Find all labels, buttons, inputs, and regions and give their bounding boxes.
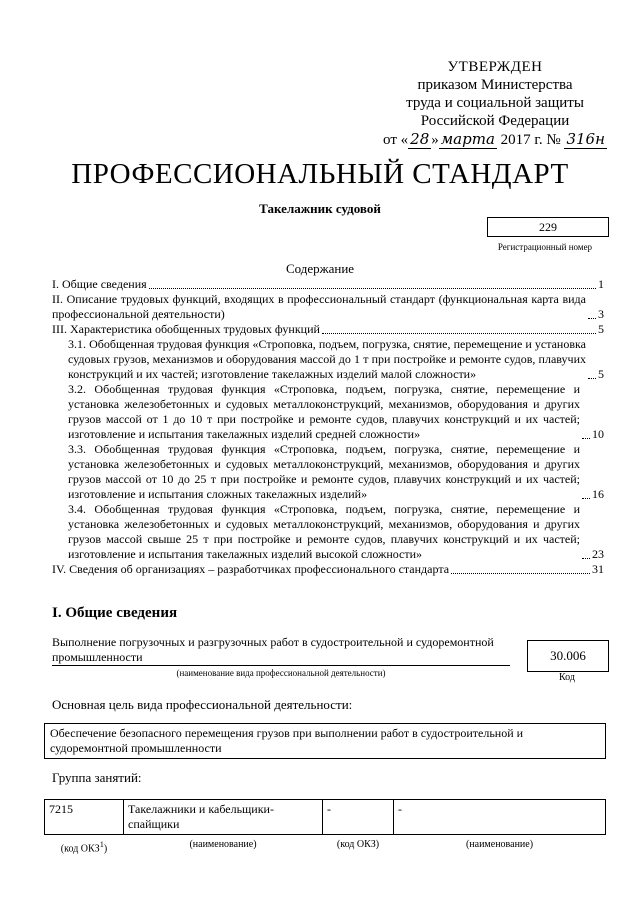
toc-item-text: 3.2. Обобщенная трудовая функция «Строповка, подъем, погрузка, снятие, перемещение и установка железобетонных и судовых металлоконструкций, механизмов, оборудования и других грузов массой от 1 до 10 т при постройке и ремонте судов, плавучих конструкций и их частей; изготовление и испытания такелажных изделий средней сложности» — [68, 382, 580, 441]
toc-item-page: 31 — [592, 562, 604, 576]
toc-item-text: III. Характеристика обобщенных трудовых функций — [52, 322, 320, 336]
toc-item-text: 3.3. Обобщенная трудовая функция «Строповка, подъем, погрузка, снятие, перемещение и установка железобетонных и судовых металлоконструкций, механизмов, оборудования и других грузов массой от 10 до 25 т при постройке и ремонте судов, плавучих конструкций и их частей; изготовление и испытания сложных такелажных изделий» — [68, 442, 580, 501]
okz-code-cell-2: - — [323, 800, 394, 835]
toc-leader — [322, 333, 596, 334]
handwritten-day: 28 — [410, 130, 430, 148]
toc-leader — [588, 318, 596, 319]
table-caption-row — [45, 835, 606, 859]
approval-line-2: труда и социальной защиты — [406, 95, 584, 111]
date-prefix: от « — [383, 132, 409, 148]
toc-item[interactable] — [52, 502, 604, 562]
section-title: I. Общие сведения — [52, 605, 178, 621]
toc-item-text: IV. Сведения об организациях – разработчиках профессионального стандарта — [52, 562, 450, 576]
occupation-name-caption: (наименование) — [189, 839, 257, 850]
toc-item-page: 1 — [598, 277, 604, 291]
activity-name: Выполнение погрузочных и разгрузочных работ в судостроительной и судоремонтной промышленности — [52, 635, 510, 666]
activity-code-box: 30.006 — [527, 640, 609, 672]
handwritten-order-number: 316н — [566, 130, 605, 148]
goal-label: Основная цель вида профессиональной деятельности: — [52, 697, 353, 712]
toc-leader — [588, 378, 596, 379]
toc-leader — [451, 573, 590, 574]
occupation-group-label: Группа занятий: — [52, 770, 142, 785]
okz-code-caption-2: (код ОКЗ) — [336, 839, 380, 850]
toc-item[interactable] — [52, 442, 604, 502]
approval-line-3: Российской Федерации — [420, 113, 570, 129]
toc-leader — [149, 288, 596, 289]
toc-leader — [582, 558, 590, 559]
toc-leader — [582, 438, 590, 439]
toc-item-text: 3.4. Обобщенная трудовая функция «Строповка, подъем, погрузка, снятие, перемещение и установка железобетонных и судовых металлоконструкций, механизмов, оборудования и других грузов массой свыше 25 т при постройке и ремонте судов, плавучих конструкций и их частей; изготовление и испытания такелажных изделий высокой сложности» — [68, 502, 580, 561]
toc-item[interactable] — [52, 322, 604, 337]
approval-date-line — [370, 130, 620, 149]
toc-item[interactable] — [52, 337, 604, 382]
okz-code-caption — [45, 835, 124, 859]
activity-code-caption: Код — [559, 672, 575, 683]
toc-item-page: 5 — [598, 367, 604, 381]
approval-block — [370, 58, 620, 149]
toc-item[interactable] — [52, 382, 604, 442]
toc-item-page: 10 — [592, 427, 604, 441]
registration-number-label: Регистрационный номер — [497, 242, 593, 252]
toc-item-text: I. Общие сведения — [52, 277, 147, 291]
registration-number-box: 229 — [487, 217, 609, 237]
toc-leader — [582, 498, 590, 499]
date-year: 2017 г. № — [496, 132, 561, 148]
toc-item-text: II. Описание трудовых функций, входящих в профессиональный стандарт (функциональная карта вида профессиональной деятельности) — [52, 292, 586, 321]
date-mid: » — [431, 132, 439, 148]
goal-box: Обеспечение безопасного перемещения грузов при выполнении работ в судостроительной и судоремонтной промышленности — [44, 723, 606, 759]
occupation-name-caption-2: (наименование) — [465, 839, 534, 850]
toc-heading: Содержание — [285, 261, 355, 276]
table-of-contents — [52, 277, 604, 577]
okz-code-caption-end: ) — [103, 843, 108, 855]
occupation-name-cell-2: - — [394, 800, 606, 835]
handwritten-month: марта — [440, 130, 495, 148]
approval-line-1: приказом Министерства — [417, 77, 573, 93]
toc-item-page: 23 — [592, 547, 604, 561]
toc-item[interactable] — [52, 562, 604, 577]
toc-item-page: 5 — [598, 322, 604, 336]
document-title: ПРОФЕССИОНАЛЬНЫЙ СТАНДАРТ — [71, 158, 569, 190]
toc-item-text: 3.1. Обобщенная трудовая функция «Строповка, подъем, погрузка, снятие, перемещение и установка судовых грузов, механизмов и оборудования массой до 1 т при постройке и ремонте судов, плавучих конструкций и их частей; изготовление такелажных изделий малой сложности» — [68, 337, 586, 381]
toc-item[interactable] — [52, 277, 604, 292]
okz-code-caption-text: (код ОКЗ — [60, 843, 100, 855]
toc-item-page: 16 — [592, 487, 604, 501]
footnote-mark: 1 — [99, 840, 104, 849]
toc-item-page: 3 — [598, 307, 604, 321]
table-row — [45, 800, 606, 835]
okz-code-cell: 7215 — [45, 800, 124, 835]
document-subtitle: Такелажник судовой — [259, 201, 381, 216]
occupation-name-cell: Такелажники и кабельщики-спайщики — [124, 800, 323, 835]
toc-item[interactable] — [52, 292, 604, 322]
activity-caption: (наименование вида профессиональной деятельности) — [176, 668, 386, 678]
occupation-group-table — [44, 799, 606, 858]
approval-title: УТВЕРЖДЕН — [447, 59, 543, 75]
